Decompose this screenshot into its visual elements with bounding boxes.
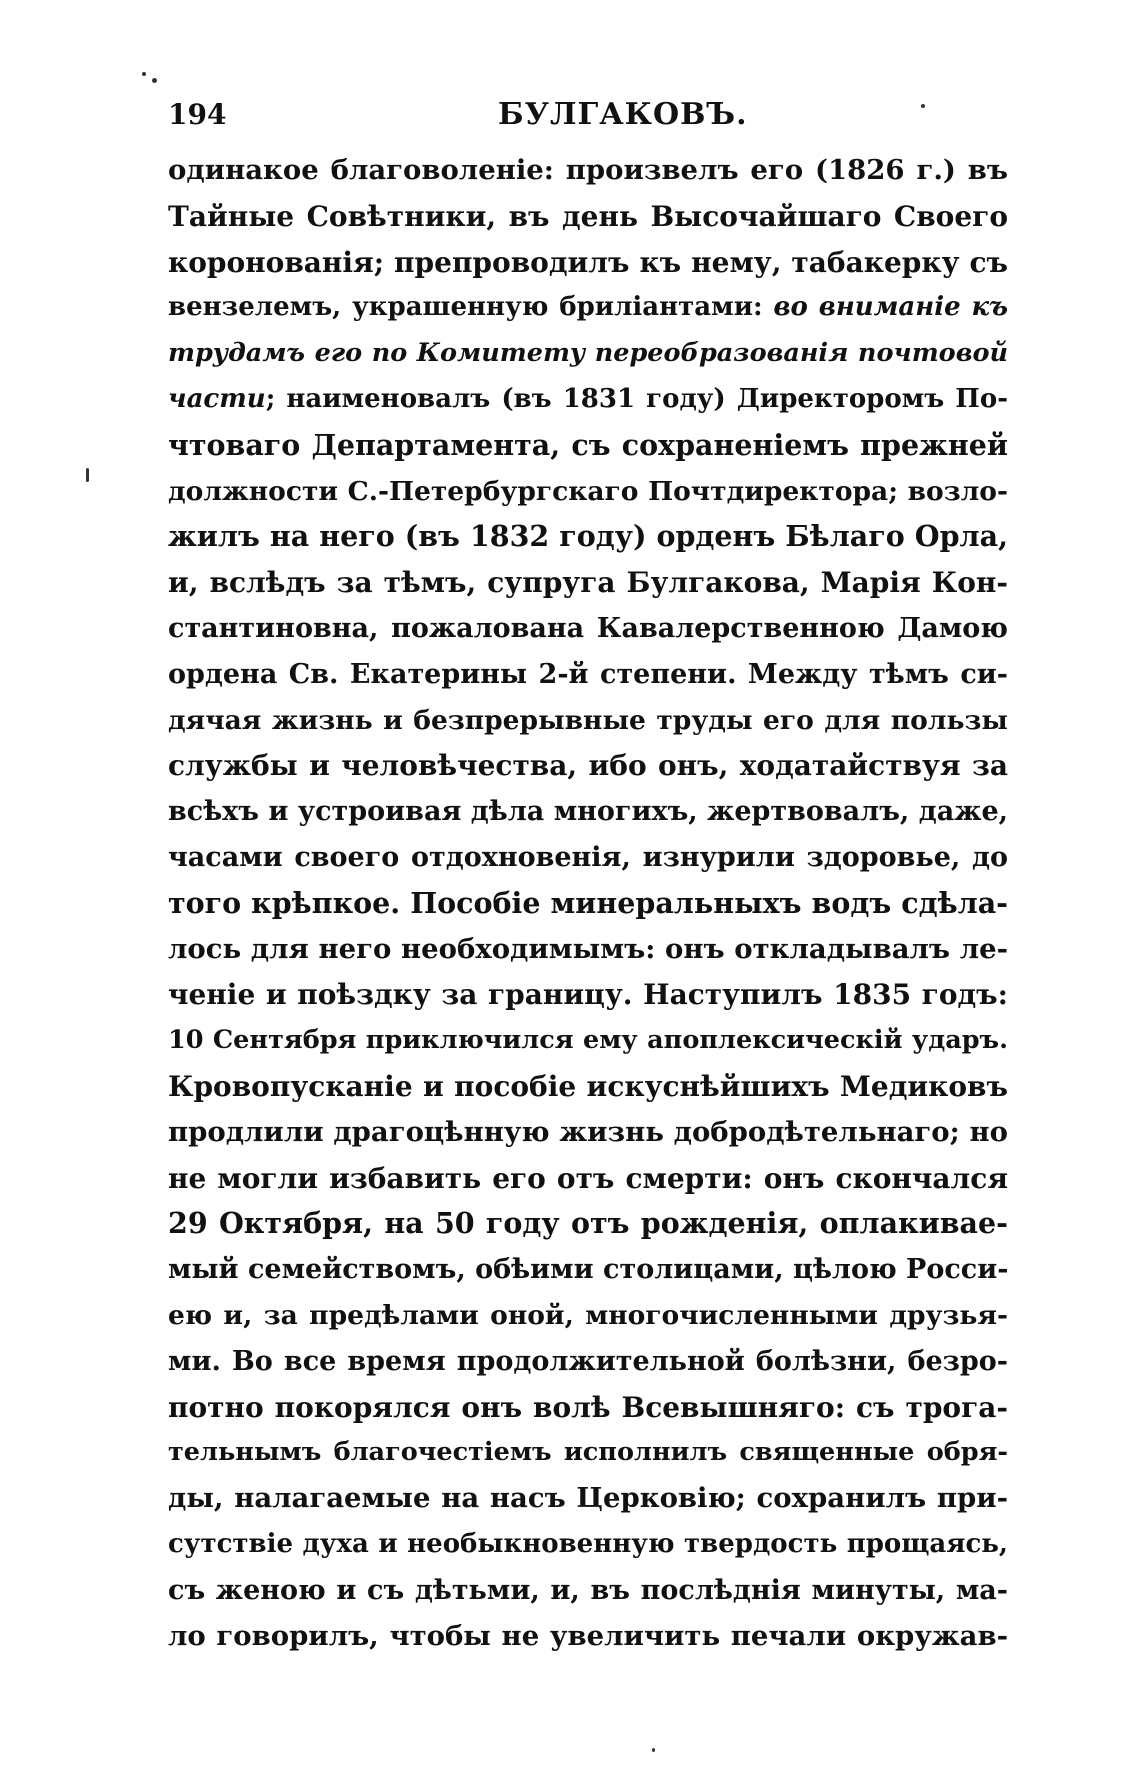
text-line: трудамъ его по Комитету переобразованія почтовой	[168, 338, 1008, 369]
text-line: чтоваго Департамента, съ сохраненіемъ прежней	[168, 427, 1008, 462]
text-line: продлили драгоцѣнную жизнь добродѣтельнаго; но	[168, 1115, 1008, 1148]
print-speck	[921, 104, 925, 108]
text-line: потно покорялся онъ волѣ Всевышняго: съ трога-	[168, 1390, 1008, 1424]
text-line: лось для него необходимымъ: онъ откладывалъ ле-	[168, 932, 1008, 965]
text-line: сутствіе духа и необыкновенную твердость прощаясь,	[168, 1528, 1008, 1559]
text-line: ордена Св. Екатерины 2-й степени. Между тѣмъ си-	[168, 658, 1008, 690]
text-line: всѣхъ и устроивая дѣла многихъ, жертвовалъ, даже,	[168, 796, 1009, 828]
text-segment: вензелемъ, украшенную бриліантами:	[168, 292, 763, 323]
text-line: мый семействомъ, обѣими столицами, цѣлою Росси-	[168, 1254, 1009, 1286]
print-speck	[652, 1748, 655, 1752]
text-line: Тайные Совѣтники, въ день Высочайшаго Своего	[168, 199, 1008, 233]
text-line: ченіе и поѣздку за границу. Наступилъ 1835 годъ:	[168, 978, 1008, 1012]
text-line: ды, налагаемые на насъ Церковію; сохранилъ при-	[168, 1482, 1008, 1515]
print-speck	[152, 78, 157, 83]
text-line: и, вслѣдъ за тѣмъ, супруга Булгакова, Марія Кон-	[168, 566, 1008, 600]
text-line: тельнымъ благочестіемъ исполнилъ священные обря-	[168, 1437, 1008, 1468]
text-line: 10 Сентября приключился ему апоплексическій ударъ.	[168, 1025, 1008, 1056]
text-line: ми. Во все время продолжительной болѣзни, безро-	[168, 1345, 1008, 1377]
text-line	[168, 285, 1008, 331]
page-number: 194	[168, 98, 227, 131]
text-line: того крѣпкое. Пособіе минеральныхъ водъ сдѣла-	[168, 885, 1008, 920]
text-line: ло говорилъ, чтобы не увеличить печали окружав-	[168, 1619, 1008, 1652]
text-line: не могли избавить его отъ смерти: онъ скончался	[168, 1161, 1008, 1195]
text-segment: ; наименовалъ (въ 1831 году) Директоромъ По-	[265, 383, 1008, 414]
text-line: одинакое благоволеніе: произвелъ его (1826 г.) въ	[168, 154, 1008, 186]
text-line: часами своего отдохновенія, изнурили здоровье, до	[168, 841, 1008, 873]
text-line: коронованія; препроводилъ къ нему, табакерку съ	[168, 245, 1008, 279]
text-line: 29 Октября, на 50 году отъ рожденія, оплакивае-	[168, 1206, 1008, 1241]
text-line: дячая жизнь и безпрерывные труды его для пользы	[168, 704, 1008, 736]
text-line: должности С.-Петербургскаго Почтдиректора; возло-	[168, 475, 1008, 507]
print-speck	[86, 468, 89, 482]
text-line	[168, 377, 1008, 423]
print-speck	[142, 72, 146, 76]
italic-segment: во вниманіе къ	[773, 292, 1008, 323]
italic-segment: части	[168, 383, 266, 414]
text-line: Кровопусканіе и пособіе искуснѣйшихъ Медиковъ	[168, 1069, 1008, 1103]
text-line: стантиновна, пожалована Кавалерственною Дамою	[168, 612, 1008, 644]
text-line: съ женою и съ дѣтьми, и, въ послѣднія минуты, ма-	[168, 1574, 1008, 1606]
text-line: ею и, за предѣлами оной, многочисленными друзья-	[168, 1299, 1008, 1331]
running-title: БУЛГАКОВЪ.	[498, 97, 748, 132]
text-line: службы и человѣчества, ибо онъ, ходатайствуя за	[168, 749, 1008, 783]
text-line: жилъ на него (въ 1832 году) орденъ Бѣлаго Орла,	[168, 519, 1008, 554]
body-text	[168, 148, 1008, 1659]
page-header	[168, 92, 1004, 138]
